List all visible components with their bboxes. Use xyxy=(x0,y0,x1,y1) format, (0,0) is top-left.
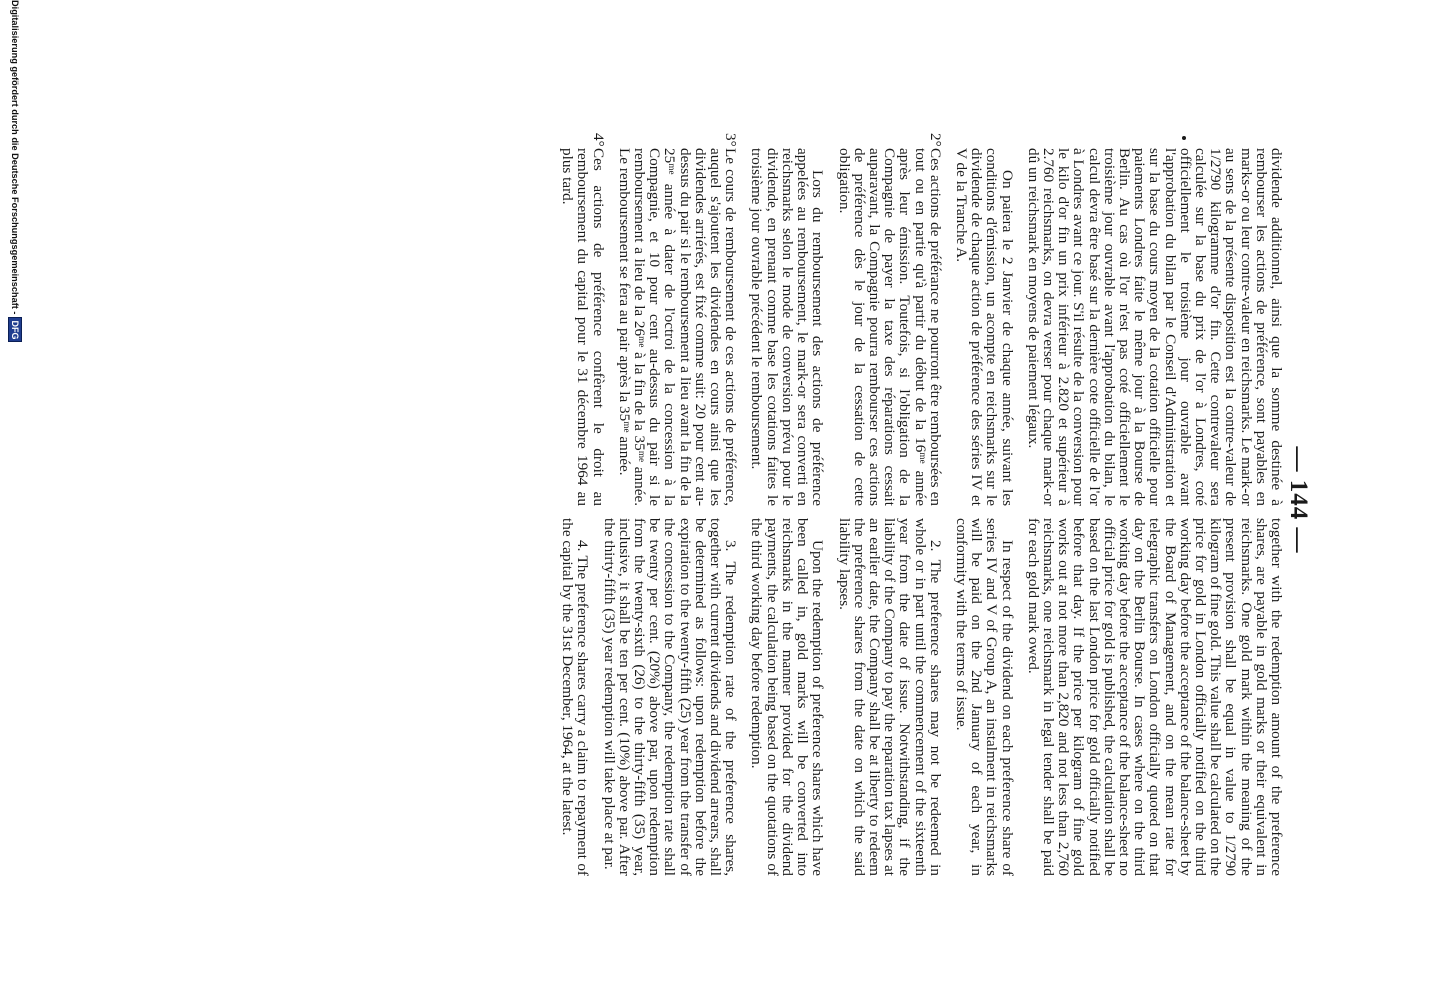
french-paragraph: Ces actions de préférance ne pourront être remboursées en tout ou en partie qu'à partir du début de la 16ᵐᵉ année après leur émission. Toutefois, si l'obligation de la Compagnie de payer la taxe des réparations cessait auparavant, la Compagnie pourra rembourser ces actions de préférence dès le jour de la cessation de cette obligation. xyxy=(835,148,944,506)
french-paragraph: Ces actions de préférence confèrent le droit au remboursement du capital pour le 31 décembre 1964 au plus tard. xyxy=(559,148,607,506)
credit-text: Digitalisierung gefördert durch die Deutsche Forschungsgemeinschaft - xyxy=(10,0,20,315)
french-clause-2 xyxy=(835,133,944,506)
french-clause-4 xyxy=(559,133,607,506)
french-paragraph: dividende additionnel, ainsi que la somme destinée à rembourser les actions de préférence, sont payables en marks-or ou leur contre-valeur en reichsmarks. Le mark-or au sens de la présente disposition est la contre-valeur de 1/2790 kilogramme d'or fin. Cette contrevaleur sera calculée sur la base du prix de l'or à Londres, coté officiellement le troisième jour ouvrable avant l'approbation du bilan par le Conseil d'Administration et sur la base du cours moyen de la cotation officielle pour paiements Londres faite le même jour à la Bourse de Berlin. Au cas où l'or n'est pas coté officiellement le troisième jour ouvrable avant l'approbation du bilan, le calcul devra être basé sur la dernière cote officielle de l'or à Londres avant ce jour. S'il résulte de la conversion pour le kilo d'or fin un prix inférieur à 2.820 et supérieur à 2.760 reichsmarks, on devra verser pour chaque mark-or dû un reichsmark en moyens de paiement légaux. xyxy=(1024,148,1285,506)
english-paragraph: together with the redemption amount of the preference shares, are payable in gold marks or their equivalent in reichsmarks. One gold mark within the meaning of the present provision shall be equal in value to 1/2790 kilogram of fine gold. This value shall be calculated on the price for gold in London officially notified on the third working day before the acceptance of the balance-sheet by the Board of Management, and on the mean rate for telegraphic transfers on London officially quoted on that day on the Berlin Bourse. In cases where on the third working day before the acceptance of the balance-sheet no official price for gold is published, the calculation shall be based on the last London price for gold officially notified before that day. If the price per kilogram of fine gold works out at not more than 2,820 and not less than 2,760 reichsmarks, one reichsmark in legal tender shall be paid for each gold mark owed. xyxy=(1024,518,1285,876)
dfg-logo: DFG xyxy=(8,317,22,342)
english-paragraph: Upon the redemption of preference shares which have been called in, gold marks will be converted into reichsmarks in the manner provided for the dividend payments, the calculation being based on the quotations of the third working day before redemption. xyxy=(748,518,827,876)
french-paragraph: Le cours de remboursement de ces actions de préférence, auquel s'ajoutent les dividendes en cours ainsi que les dividendes arriérés, est fixé comme suit: 20 pour cent au-dessus du pair si le remboursement a lieu avant la fin de la 25ᵐᵉ année à dater de l'octroi de la concession à la Compagnie, et 10 pour cent au-dessus du pair si le remboursement a lieu de la 26ᵐᵉ à la fin de la 35ᵐᵉ année. Le remboursement se fera au pair après la 35ᵐᵉ année. xyxy=(615,148,740,506)
english-paragraph: 3. The redemption rate of the preference shares, together with current dividends and dividend arrears, shall be determined as follows: upon redemption before the expiration to the twenty-fifth (25) year from the transfer of the concession to the Company, the redemption rate shall be twenty per cent. (20%) above par, upon redemption from the twenty-sixth (26) to the thirty-fifth (35) year, inclusive, it shall be ten per cent. (10%) above par. After the thirty-fifth (35) year redemption will take place at par. xyxy=(600,518,740,876)
digitization-credit xyxy=(8,0,22,1000)
french-paragraph: Lors du remboursement des actions de préférence appelées au remboursement, le mark-or sera converti en reichsmarks selon le mode de conversion prévu pour le dividende, en prenant comme base les cotations faites le troisième jour ouvrable précédent le remboursement. xyxy=(748,148,827,506)
clause-number: 2° xyxy=(926,133,944,147)
english-paragraph: In respect of the dividend on each preference share of series IV and V of Group A, an instalment in reichsmarks will be paid on the 2nd January of each year, in conformity with the terms of issue. xyxy=(952,518,1016,876)
english-paragraph: 2. The preference shares may not be redeemed in whole or in part until the commencement of the sixteenth year from the date of issue. Notwithstanding, if the liability of the Company to pay the reparation tax lapses at an earlier date, the Company shall be at liberty to redeem the preference shares from the date on which the said liability lapses. xyxy=(835,518,944,876)
french-column xyxy=(559,133,1285,506)
french-paragraph: On paiera le 2 Janvier de chaque année, suivant les conditions d'émission, un acompte en reichsmarks sur le dividende de chaque action de préférence des séries IV et V de la Tranche A. xyxy=(952,148,1016,506)
french-clause-3 xyxy=(615,133,740,506)
english-column xyxy=(560,518,1284,876)
page-number: — 144 — xyxy=(1285,446,1312,554)
clause-number: 3° xyxy=(722,133,740,147)
clause-number: 4° xyxy=(589,133,607,147)
margin-dot xyxy=(1182,136,1186,140)
english-paragraph: 4. The preference shares carry a claim to repayment of the capital by the 31st December, 1964, at the latest. xyxy=(559,518,592,876)
